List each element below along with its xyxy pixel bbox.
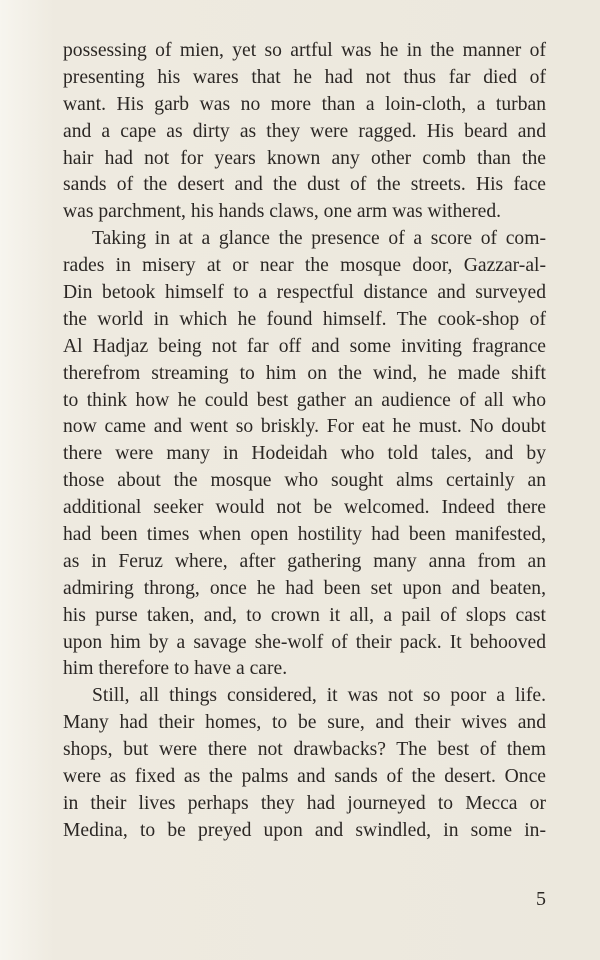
text-line: now came and went so briskly. For eat he must. No doubt	[63, 416, 546, 438]
text-line: there were many in Hodeidah who told tales, and by	[63, 443, 546, 465]
text-line: him therefore to have a care.	[63, 658, 288, 680]
paragraph	[63, 683, 546, 844]
paragraph	[63, 38, 546, 226]
text-line: shops, but were there not drawbacks? The best of them	[63, 739, 546, 761]
text-line: the world in which he found himself. The cook-shop of	[63, 308, 546, 330]
text-line: hair had not for years known any other comb than the	[63, 147, 546, 169]
text-line: Taking in at a glance the presence of a score of com-	[92, 228, 546, 250]
page-number: 5	[536, 888, 546, 910]
text-line: admiring throng, once he had been set upon and beaten,	[63, 577, 546, 599]
text-line: were as fixed as the palms and sands of the desert. Once	[63, 766, 546, 788]
page-body	[63, 38, 546, 845]
paragraph	[63, 226, 546, 683]
text-line: those about the mosque who sought alms certainly an	[63, 470, 546, 492]
text-line: Still, all things considered, it was not so poor a life.	[92, 685, 546, 707]
text-line: Al Hadjaz being not far off and some inviting fragrance	[63, 335, 546, 357]
text-line: in their lives perhaps they had journeyed to Mecca or	[63, 792, 546, 814]
text-line: therefrom streaming to him on the wind, he made shift	[63, 362, 546, 384]
text-line: rades in misery at or near the mosque door, Gazzar-al-	[63, 255, 546, 277]
text-line: possessing of mien, yet so artful was he in the manner of	[63, 40, 546, 61]
text-line: additional seeker would not be welcomed. Indeed there	[63, 497, 546, 519]
text-line: Medina, to be preyed upon and swindled, in some in-	[63, 819, 546, 841]
text-line: was parchment, his hands claws, one arm was withered.	[63, 201, 502, 223]
text-line: had been times when open hostility had been manifested,	[63, 524, 546, 546]
text-line: his purse taken, and, to crown it all, a pail of slops cast	[63, 604, 546, 626]
text-line: as in Feruz where, after gathering many anna from an	[63, 550, 546, 572]
text-line: sands of the desert and the dust of the streets. His face	[63, 174, 546, 196]
text-line: Many had their homes, to be sure, and their wives and	[63, 712, 546, 734]
text-line: want. His garb was no more than a loin-cloth, a turban	[63, 93, 546, 115]
text-line: to think how he could best gather an audience of all who	[63, 389, 546, 411]
text-line: upon him by a savage she-wolf of their pack. It behooved	[63, 631, 546, 653]
text-line: and a cape as dirty as they were ragged. His beard and	[63, 120, 546, 142]
text-line: Din betook himself to a respectful distance and surveyed	[63, 282, 546, 304]
text-line: presenting his wares that he had not thus far died of	[63, 66, 546, 88]
